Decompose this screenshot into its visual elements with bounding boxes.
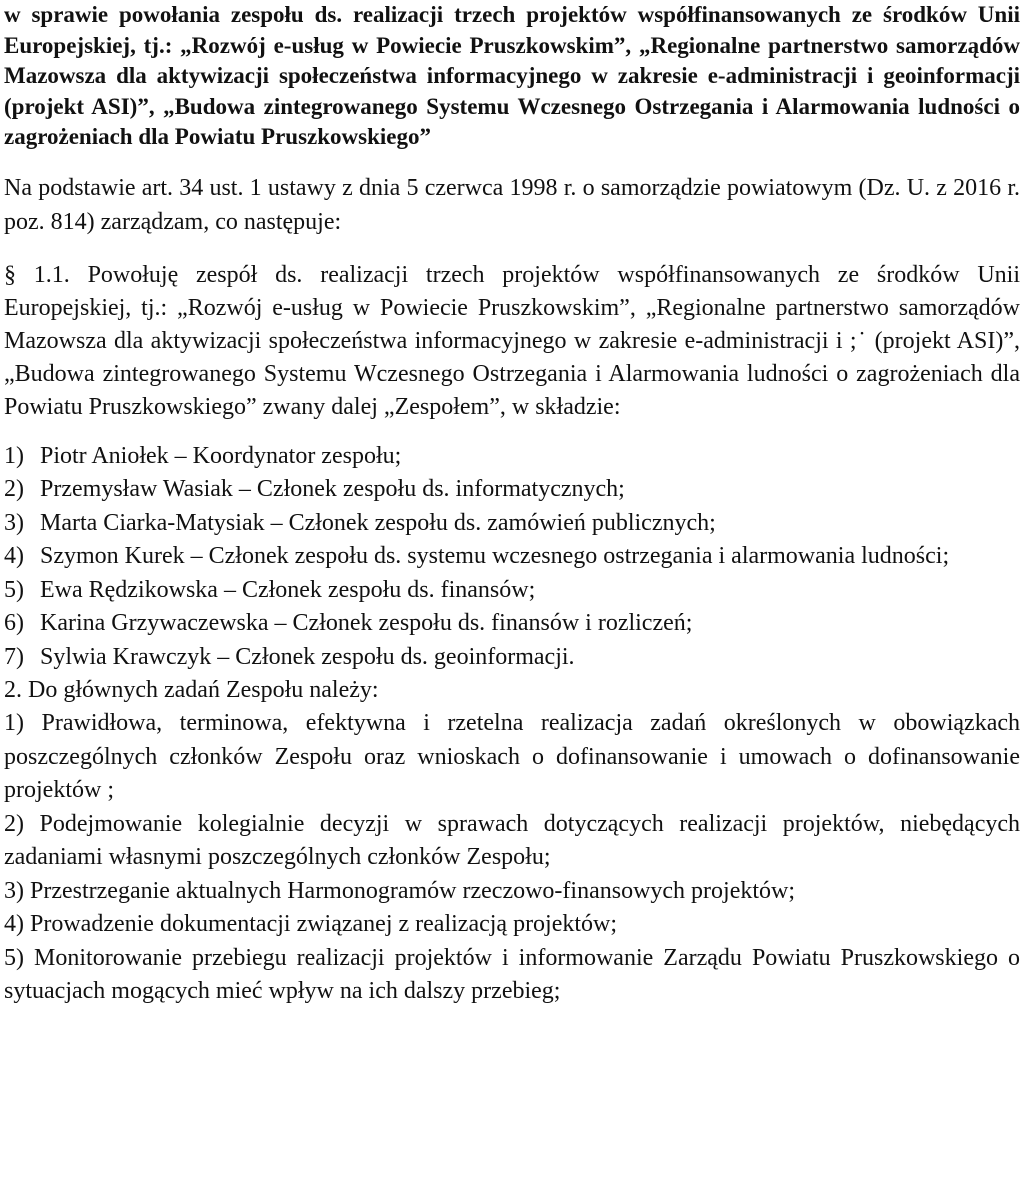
- list-item: [4, 641, 1020, 675]
- task-item: 4) Prowadzenie dokumentacji związanej z realizacją projektów;: [4, 911, 618, 938]
- list-item-number: 1): [4, 442, 24, 469]
- list-item: [4, 540, 1020, 574]
- section-1-number: 1.: [51, 261, 70, 288]
- list-item-text: Karina Grzywaczewska – Członek zespołu ds. finansów i rozliczeń;: [40, 610, 693, 637]
- section-1-paragraph: [4, 259, 1020, 424]
- section-2-heading: 2. Do głównych zadań Zespołu należy:: [4, 677, 379, 704]
- list-item: [4, 440, 1020, 474]
- task-item: 3) Przestrzeganie aktualnych Harmonogramów rzeczowo-finansowych projektów;: [4, 877, 796, 904]
- list-item-text: Marta Ciarka-Matysiak – Członek zespołu ds. zamówień publicznych;: [40, 509, 716, 536]
- list-item: [4, 607, 1020, 641]
- member-list: [4, 440, 1020, 675]
- legal-basis: Na podstawie art. 34 ust. 1 ustawy z dnia 5 czerwca 1998 r. o samorządzie powiatowym (Dz. U. z 2016 r. poz. 814) zarządzam, co następuje:: [4, 174, 1020, 235]
- list-item-number: 3): [4, 509, 24, 536]
- document-title: w sprawie powołania zespołu ds. realizacji trzech projektów współfinansowanych ze środków Unii Europejskiej, tj.: „Rozwój e-usług w Powiecie Pruszkowskim”, „Regionalne partnerstwo samorządów Mazowsza dla aktywizacji społeczeństwa informacyjnego w zakresie e-administracji i geoinformacji (projekt ASI)”, „Budowa zintegrowanego Systemu Wczesnego Ostrzegania i Alarmowania ludności o zagrożeniach dla Powiatu Pruszkowskiego”: [4, 2, 1020, 150]
- list-item: [4, 473, 1020, 507]
- list-item-text: Piotr Aniołek – Koordynator zespołu;: [40, 442, 402, 469]
- list-item-number: 2): [4, 476, 24, 503]
- list-item-number: 6): [4, 610, 24, 637]
- list-item-text: Ewa Rędzikowska – Członek zespołu ds. finansów;: [40, 576, 536, 603]
- task-item: 1) Prawidłowa, terminowa, efektywna i rzetelna realizacja zadań określonych w obowiązkach poszczególnych członków Zespołu oraz wnioskach o dofinansowanie i umowach o dofinansowanie projektów ;: [4, 710, 1020, 804]
- list-item-text: Szymon Kurek – Członek zespołu ds. systemu wczesnego ostrzegania i alarmowania ludności;: [40, 543, 950, 570]
- list-item-number: 5): [4, 576, 24, 603]
- task-list: [4, 707, 1020, 1009]
- list-item-number: 7): [4, 643, 24, 670]
- list-item-text: Sylwia Krawczyk – Członek zespołu ds. geoinformacji.: [40, 643, 575, 670]
- document-page: [4, 0, 1020, 1009]
- section-1-marker: § 1.: [4, 261, 52, 288]
- task-item: 5) Monitorowanie przebiegu realizacji projektów i informowanie Zarządu Powiatu Pruszkowskiego o sytuacjach mogących mieć wpływ na ich dalszy przebieg;: [4, 944, 1020, 1005]
- section-1-text: Powołuję zespół ds. realizacji trzech projektów współfinansowanych ze środków Unii Europejskiej, tj.: „Rozwój e-usług w Powiecie Pruszkowskim”, „Regionalne partnerstwo samorządów Mazowsza dla aktywizacji społeczeństwa informacyjnego w zakresie e-administracji i ;˙ (projekt ASI)”, „Budowa zintegrowanego Systemu Wczesnego Ostrzegania i Alarmowania ludności o zagrożeniach dla Powiatu Pruszkowskiego” zwany dalej „Zespołem”, w składzie:: [4, 261, 1020, 420]
- list-item-number: 4): [4, 543, 24, 570]
- task-item: 2) Podejmowanie kolegialnie decyzji w sprawach dotyczących realizacji projektów, niebędących zadaniami własnymi poszczególnych członków Zespołu;: [4, 810, 1020, 871]
- list-item: [4, 507, 1020, 541]
- list-item: [4, 574, 1020, 608]
- list-item-text: Przemysław Wasiak – Członek zespołu ds. informatycznych;: [40, 476, 625, 503]
